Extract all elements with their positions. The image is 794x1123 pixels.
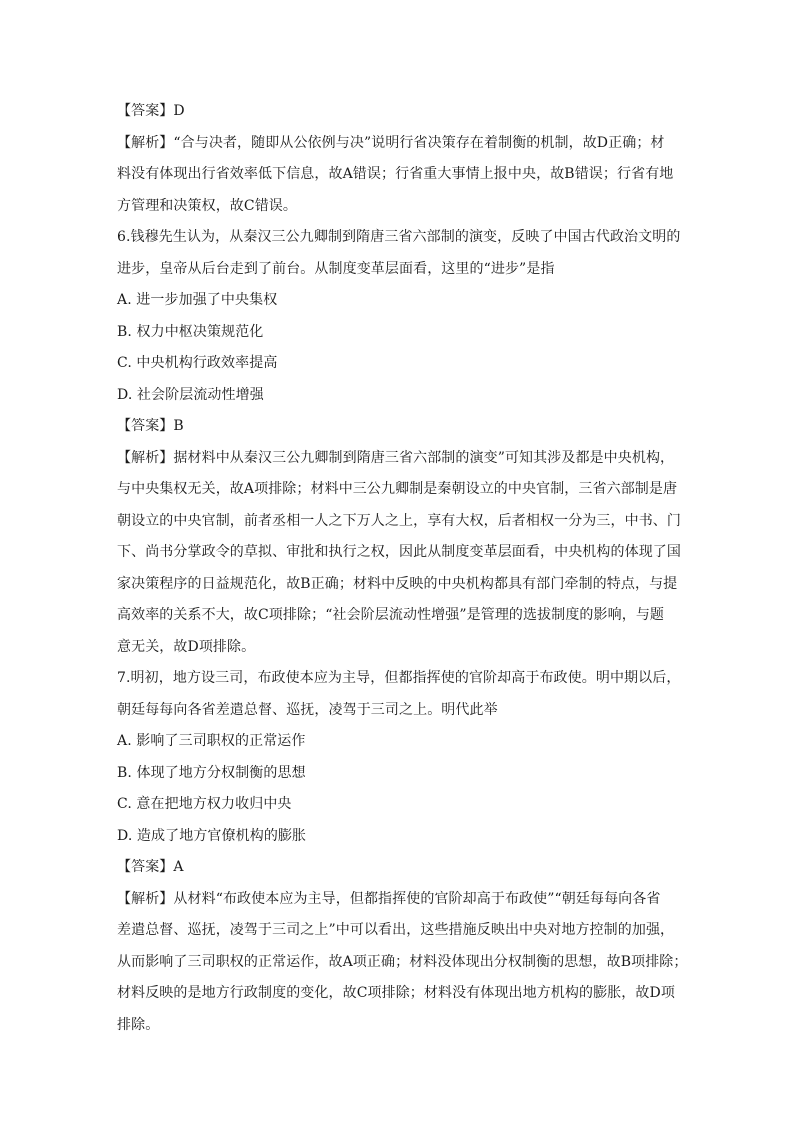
- question-7-option-a: A. 影响了三司职权的正常运作: [117, 733, 306, 749]
- analysis-q5-line-3: 方管理和决策权，故C错误。: [117, 197, 298, 214]
- answer-label-q5: 【答案】D: [117, 103, 185, 119]
- document-page: [117, 96, 688, 1041]
- question-7-stem-line-2: 朝廷每每向各省差遣总督、巡抚，凌驾于三司之上。明代此举: [117, 701, 498, 718]
- question-6-option-b: B. 权力中枢决策规范化: [117, 323, 264, 340]
- analysis-q7-line-3: 从而影响了三司职权的正常运作，故A项正确；材料没体现出分权制衡的思想，故B项排除；: [117, 953, 688, 970]
- analysis-q6-line-6: 高效率的关系不大，故C项排除；“社会阶层流动性增强”是管理的选拔制度的影响，与题: [117, 607, 665, 623]
- question-7-stem-line-1: 7.明初，地方设三司，布政使本应为主导，但都指挥使的官阶却高于布政使。明中期以后，: [117, 670, 681, 686]
- analysis-q7-line-2: 差遣总督、巡抚，凌驾于三司之上”中可以看出，这些措施反映出中央对地方控制的加强，: [117, 922, 675, 938]
- question-6-stem-line-1: 6.钱穆先生认为，从秦汉三公九卿制到隋唐三省六部制的演变，反映了中国古代政治文明的: [117, 229, 681, 245]
- analysis-q6-line-2: 与中央集权无关，故A项排除；材料中三公九卿制是秦朝设立的中央官制，三省六部制是唐: [117, 481, 678, 497]
- question-7-option-b: B. 体现了地方分权制衡的思想: [117, 764, 306, 781]
- analysis-q6-line-7: 意无关，故D项排除。: [117, 638, 256, 655]
- question-6-option-d: D. 社会阶层流动性增强: [117, 386, 264, 403]
- analysis-q6-line-1: 【解析】据材料中从秦汉三公九卿制到隋唐三省六部制的演变”可知其涉及都是中央机构，: [117, 449, 675, 466]
- question-7-option-d: D. 造成了地方官僚机构的膨胀: [117, 827, 307, 844]
- analysis-q7-line-4: 材料反映的是地方行政制度的变化，故C项排除；材料没有体现出地方机构的膨胀，故D项: [117, 985, 675, 1001]
- question-7-option-c: C. 意在把地方权力收归中央: [117, 796, 292, 812]
- answer-label-q7: 【答案】A: [117, 859, 184, 875]
- answer-label-q6: 【答案】B: [117, 418, 184, 434]
- analysis-q5-line-2: 料没有体现出行省效率低下信息，故A错误；行省重大事情上报中央，故B错误；行省有地: [117, 166, 674, 182]
- analysis-q6-line-5: 家决策程序的日益规范化，故B正确；材料中反映的中央机构都具有部门牵制的特点，与提: [117, 575, 678, 592]
- question-6-stem-line-2: 进步，皇帝从后台走到了前台。从制度变革层面看，这里的“进步”是指: [117, 260, 555, 277]
- analysis-q7-line-5: 排除。: [117, 1016, 160, 1033]
- question-6-option-a: A. 进一步加强了中央集权: [117, 292, 278, 308]
- analysis-q6-line-4: 下、尚书分掌政令的草拟、审批和执行之权，因此从制度变革层面看，中央机构的体现了国: [117, 544, 681, 560]
- question-6-option-c: C. 中央机构行政效率提高: [117, 355, 278, 371]
- analysis-q7-line-1: 【解析】从材料“布政使本应为主导，但都指挥使的官阶却高于布政使”“朝廷每每向各省: [117, 890, 661, 907]
- analysis-q5-line-1: 【解析】“合与决者，随即从公依例与决”说明行省决策存在着制衡的机制，故D正确；材: [117, 134, 665, 151]
- analysis-q6-line-3: 朝设立的中央官制，前者丞相一人之下万人之上，享有大权，后者相权一分为三，中书、门: [117, 512, 681, 529]
